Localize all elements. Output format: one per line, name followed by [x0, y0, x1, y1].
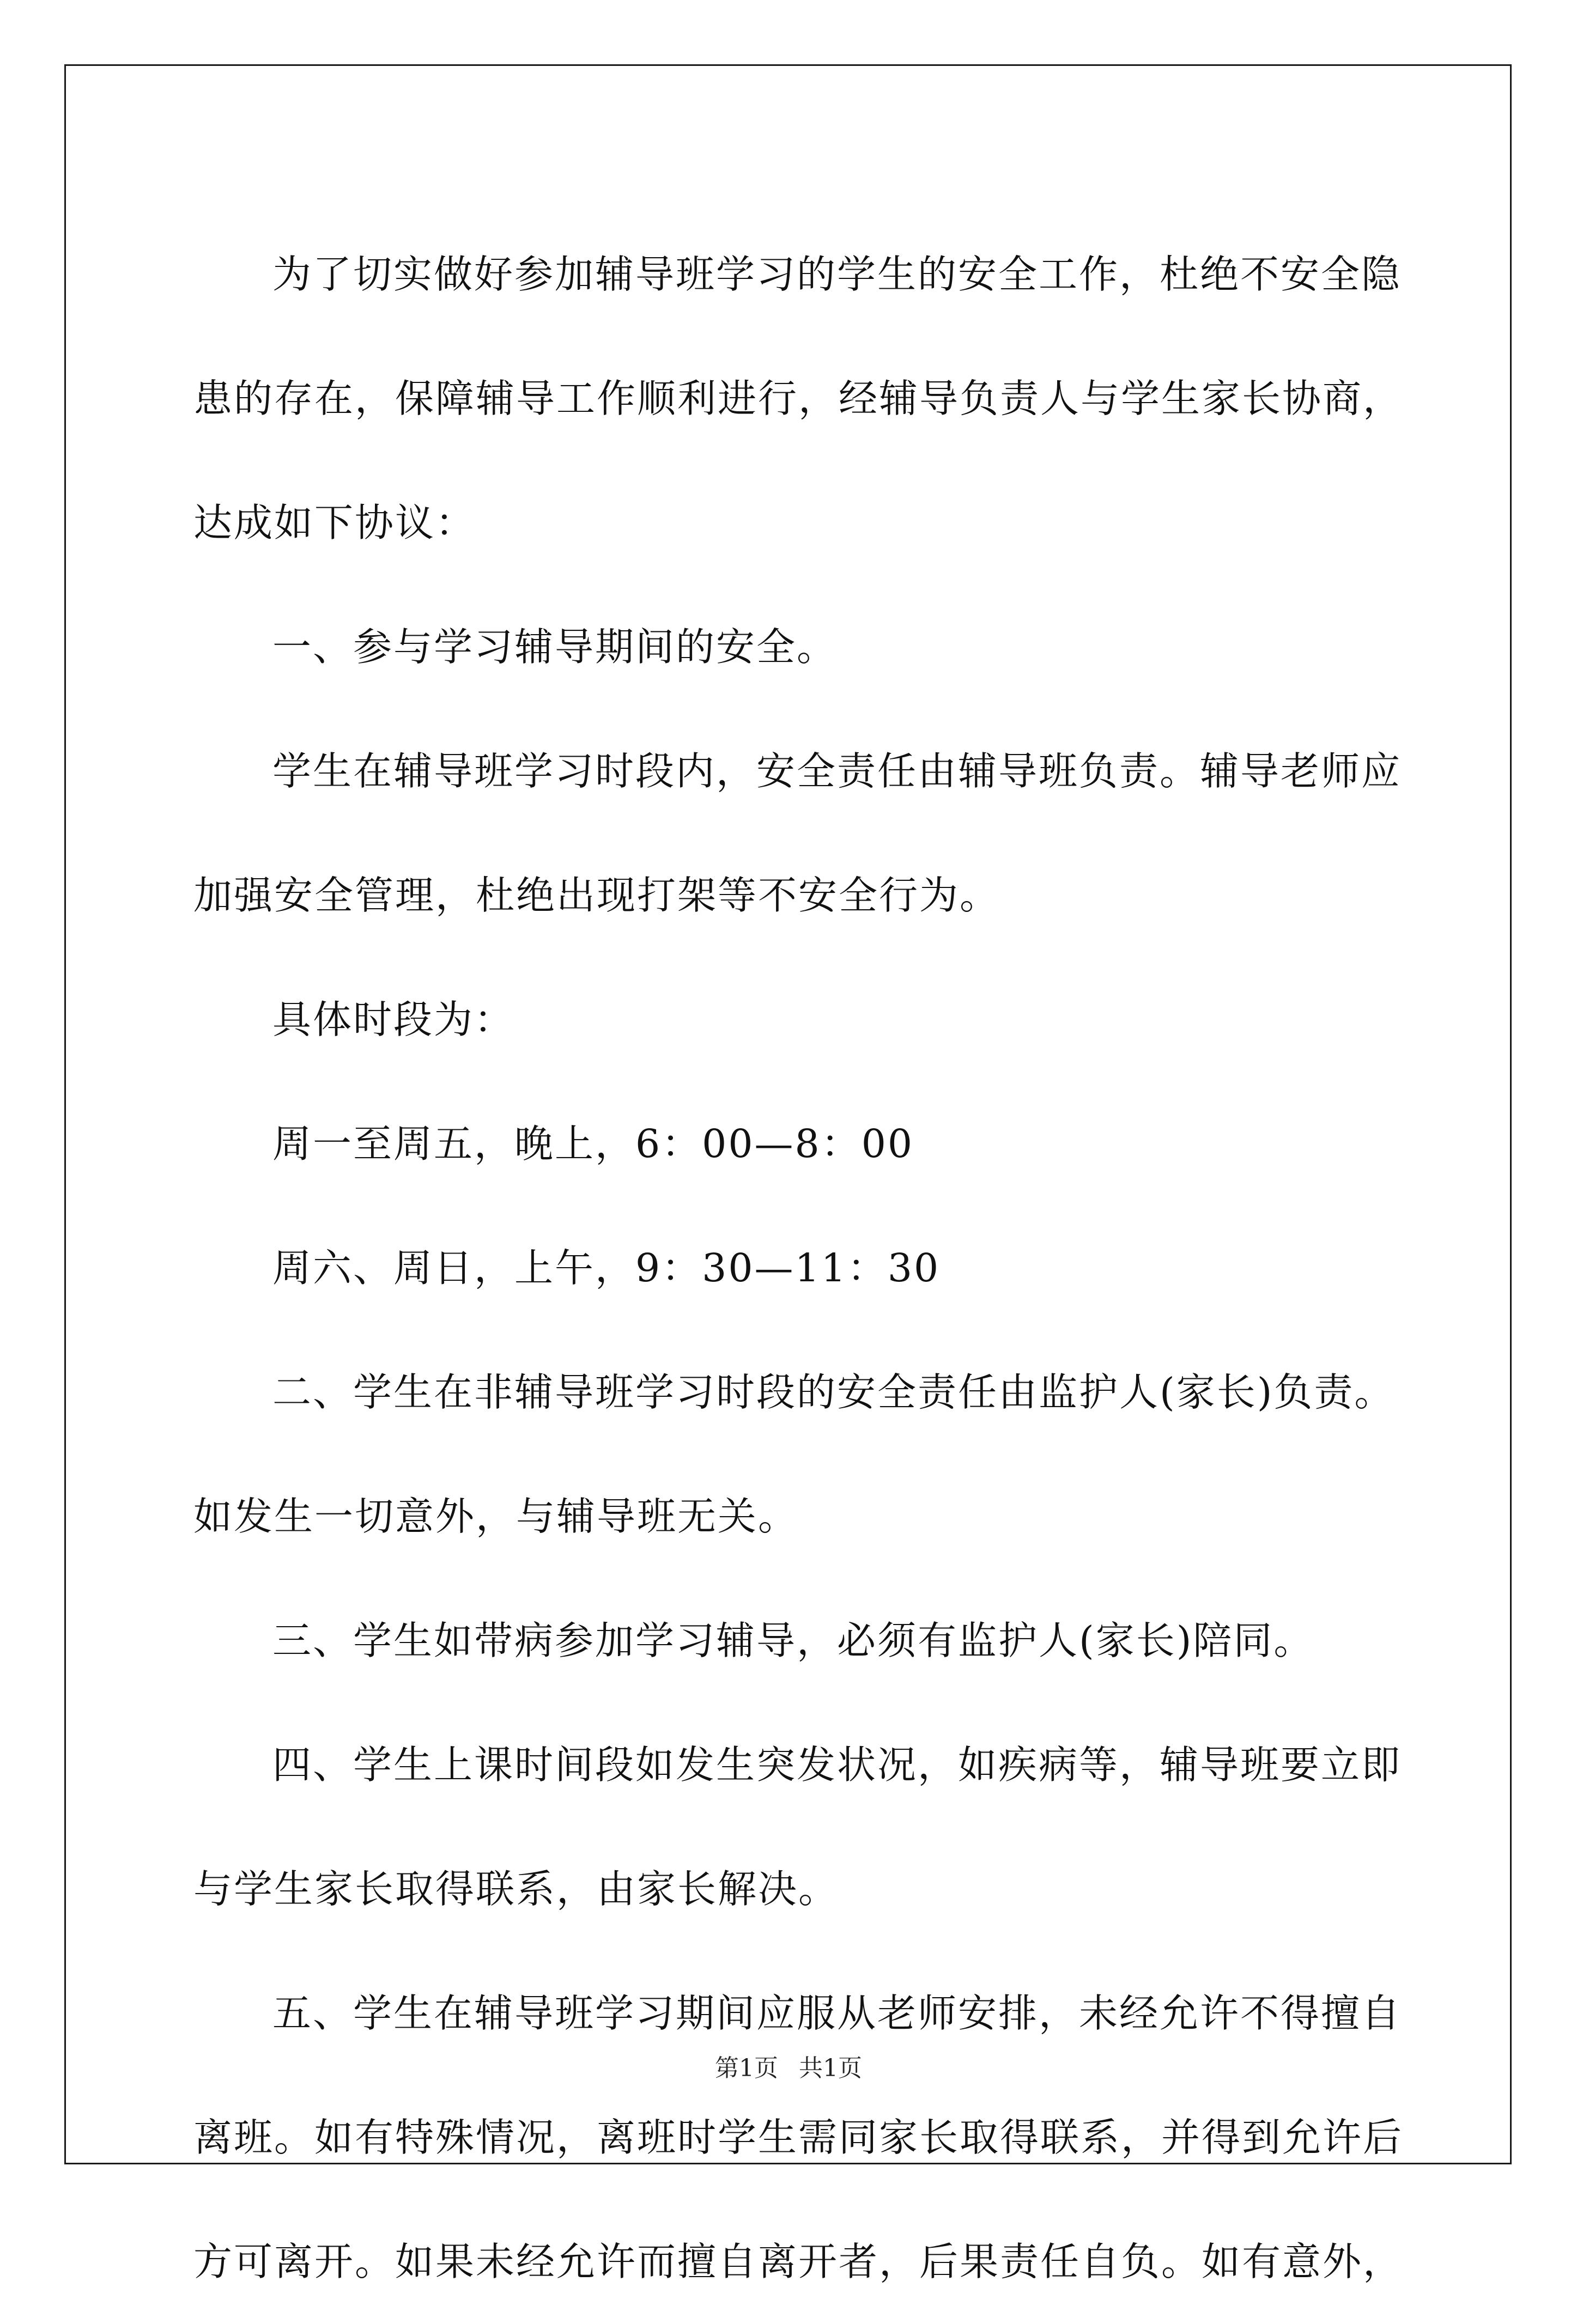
text-line: 加强安全管理，杜绝出现打架等不安全行为。	[193, 873, 1000, 918]
text-line: 具体时段为：	[272, 997, 515, 1042]
text-line: 周六、周日，上午，9：30—11：30	[272, 1245, 941, 1291]
text-line: 为了切实做好参加辅导班学习的学生的安全工作，杜绝不安全隐	[272, 252, 1402, 297]
text-line: 五、学生在辅导班学习期间应服从老师安排，未经允许不得擅自	[272, 1991, 1402, 2036]
text-line: 学生在辅导班学习时段内，安全责任由辅导班负责。辅导老师应	[272, 749, 1402, 794]
page-total: 共1页	[799, 2054, 862, 2082]
text-line: 二、学生在非辅导班学习时段的安全责任由监护人(家长)负责。	[272, 1370, 1395, 1415]
text-line: 方可离开。如果未经允许而擅自离开者，后果责任自负。如有意外，	[193, 2239, 1404, 2284]
text-line: 一、参与学习辅导期间的安全。	[272, 624, 838, 670]
text-line: 四、学生上课时间段如发生突发状况，如疾病等，辅导班要立即	[272, 1742, 1402, 1787]
text-line: 与学生家长取得联系，由家长解决。	[193, 1866, 839, 1912]
text-line: 周一至周五，晚上，6：00—8：00	[272, 1121, 914, 1166]
text-line: 三、学生如带病参加学习辅导，必须有监护人(家长)陪同。	[272, 1618, 1314, 1663]
page-footer	[0, 2048, 1577, 2083]
text-line: 离班。如有特殊情况，离班时学生需同家长取得联系，并得到允许后	[193, 2115, 1404, 2160]
text-line: 达成如下协议：	[193, 500, 476, 545]
page-number: 第1页	[715, 2054, 778, 2082]
text-line: 患的存在，保障辅导工作顺利进行，经辅导负责人与学生家长协商，	[193, 376, 1404, 421]
document-body	[193, 212, 1404, 2324]
text-line: 如发生一切意外，与辅导班无关。	[193, 1494, 799, 1539]
